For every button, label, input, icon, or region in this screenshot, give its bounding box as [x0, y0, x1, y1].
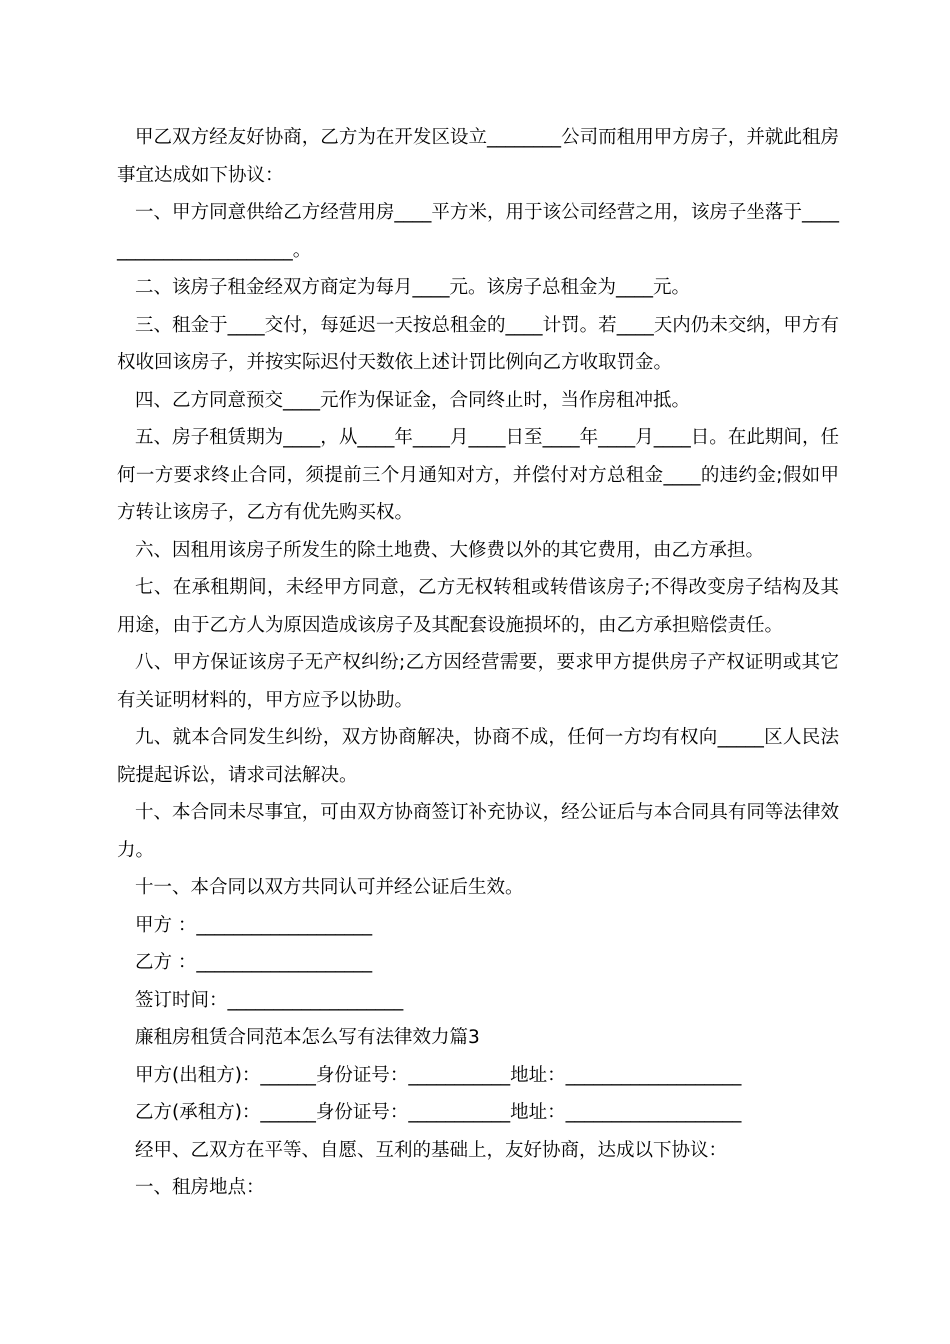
- clause-9: 九、就本合同发生纠纷，双方协商解决，协商不成，任何一方均有权向_____区人民法院提起诉讼，请求司法解决。: [117, 727, 839, 786]
- clause-2: 二、该房子租金经双方商定为每月____元。该房子总租金为____元。: [135, 277, 691, 298]
- signature-party-b: 乙方 ：___________________: [135, 952, 373, 973]
- signature-date: 签订时间：___________________: [135, 989, 404, 1011]
- section-title: 廉租房租赁合同范本怎么写有法律效力篇3: [135, 1027, 480, 1048]
- agreement-intro: 经甲、乙双方在平等、自愿、互利的基础上，友好协商，达成以下协议：: [135, 1139, 728, 1161]
- paragraph-preamble: 甲乙双方经友好协商，乙方为在开发区设立________公司而租用甲方房子，并就此租房事宜达成如下协议：: [117, 127, 839, 186]
- clause-8: 八、甲方保证该房子无产权纠纷;乙方因经营需要，要求甲方提供房子产权证明或其它有关证明材料的，甲方应予以协助。: [117, 652, 839, 711]
- clause-5: 五、房子租赁期为____，从____年____月____日至____年____月____日。在此期间，任何一方要求终止合同，须提前三个月通知对方，并偿付对方总租金____的违约金;假如甲方转让该房子，乙方有优先购买权。: [117, 427, 839, 523]
- clause-6: 六、因租用该房子所发生的除土地费、大修费以外的其它费用，由乙方承担。: [135, 539, 765, 561]
- document-body: [117, 119, 839, 1207]
- party-a-info: 甲方(出租方)：______身份证号：___________地址：___________________: [135, 1064, 742, 1086]
- clause-3: 三、租金于____交付，每延迟一天按总租金的____计罚。若____天内仍未交纳，甲方有权收回该房子，并按实际迟付天数依上述计罚比例向乙方收取罚金。: [117, 314, 839, 373]
- clause-1: 一、甲方同意供给乙方经营用房____平方米，用于该公司经营之用，该房子坐落于_______________________。: [117, 202, 839, 261]
- party-b-info: 乙方(承租方)：______身份证号：___________地址：___________________: [135, 1102, 742, 1123]
- item-rental-location: 一、租房地点：: [135, 1177, 265, 1198]
- clause-7: 七、在承租期间，未经甲方同意，乙方无权转租或转借该房子;不得改变房子结构及其用途，由于乙方人为原因造成该房子及其配套设施损坏的，由乙方承担赔偿责任。: [117, 577, 839, 636]
- clause-11: 十一、本合同以双方共同认可并经公证后生效。: [135, 877, 524, 898]
- clause-10: 十、本合同未尽事宜，可由双方协商签订补充协议，经公证后与本合同具有同等法律效力。: [117, 802, 839, 861]
- signature-party-a: 甲方 ：___________________: [135, 914, 373, 936]
- clause-4: 四、乙方同意预交____元作为保证金，合同终止时，当作房租冲抵。: [135, 389, 691, 411]
